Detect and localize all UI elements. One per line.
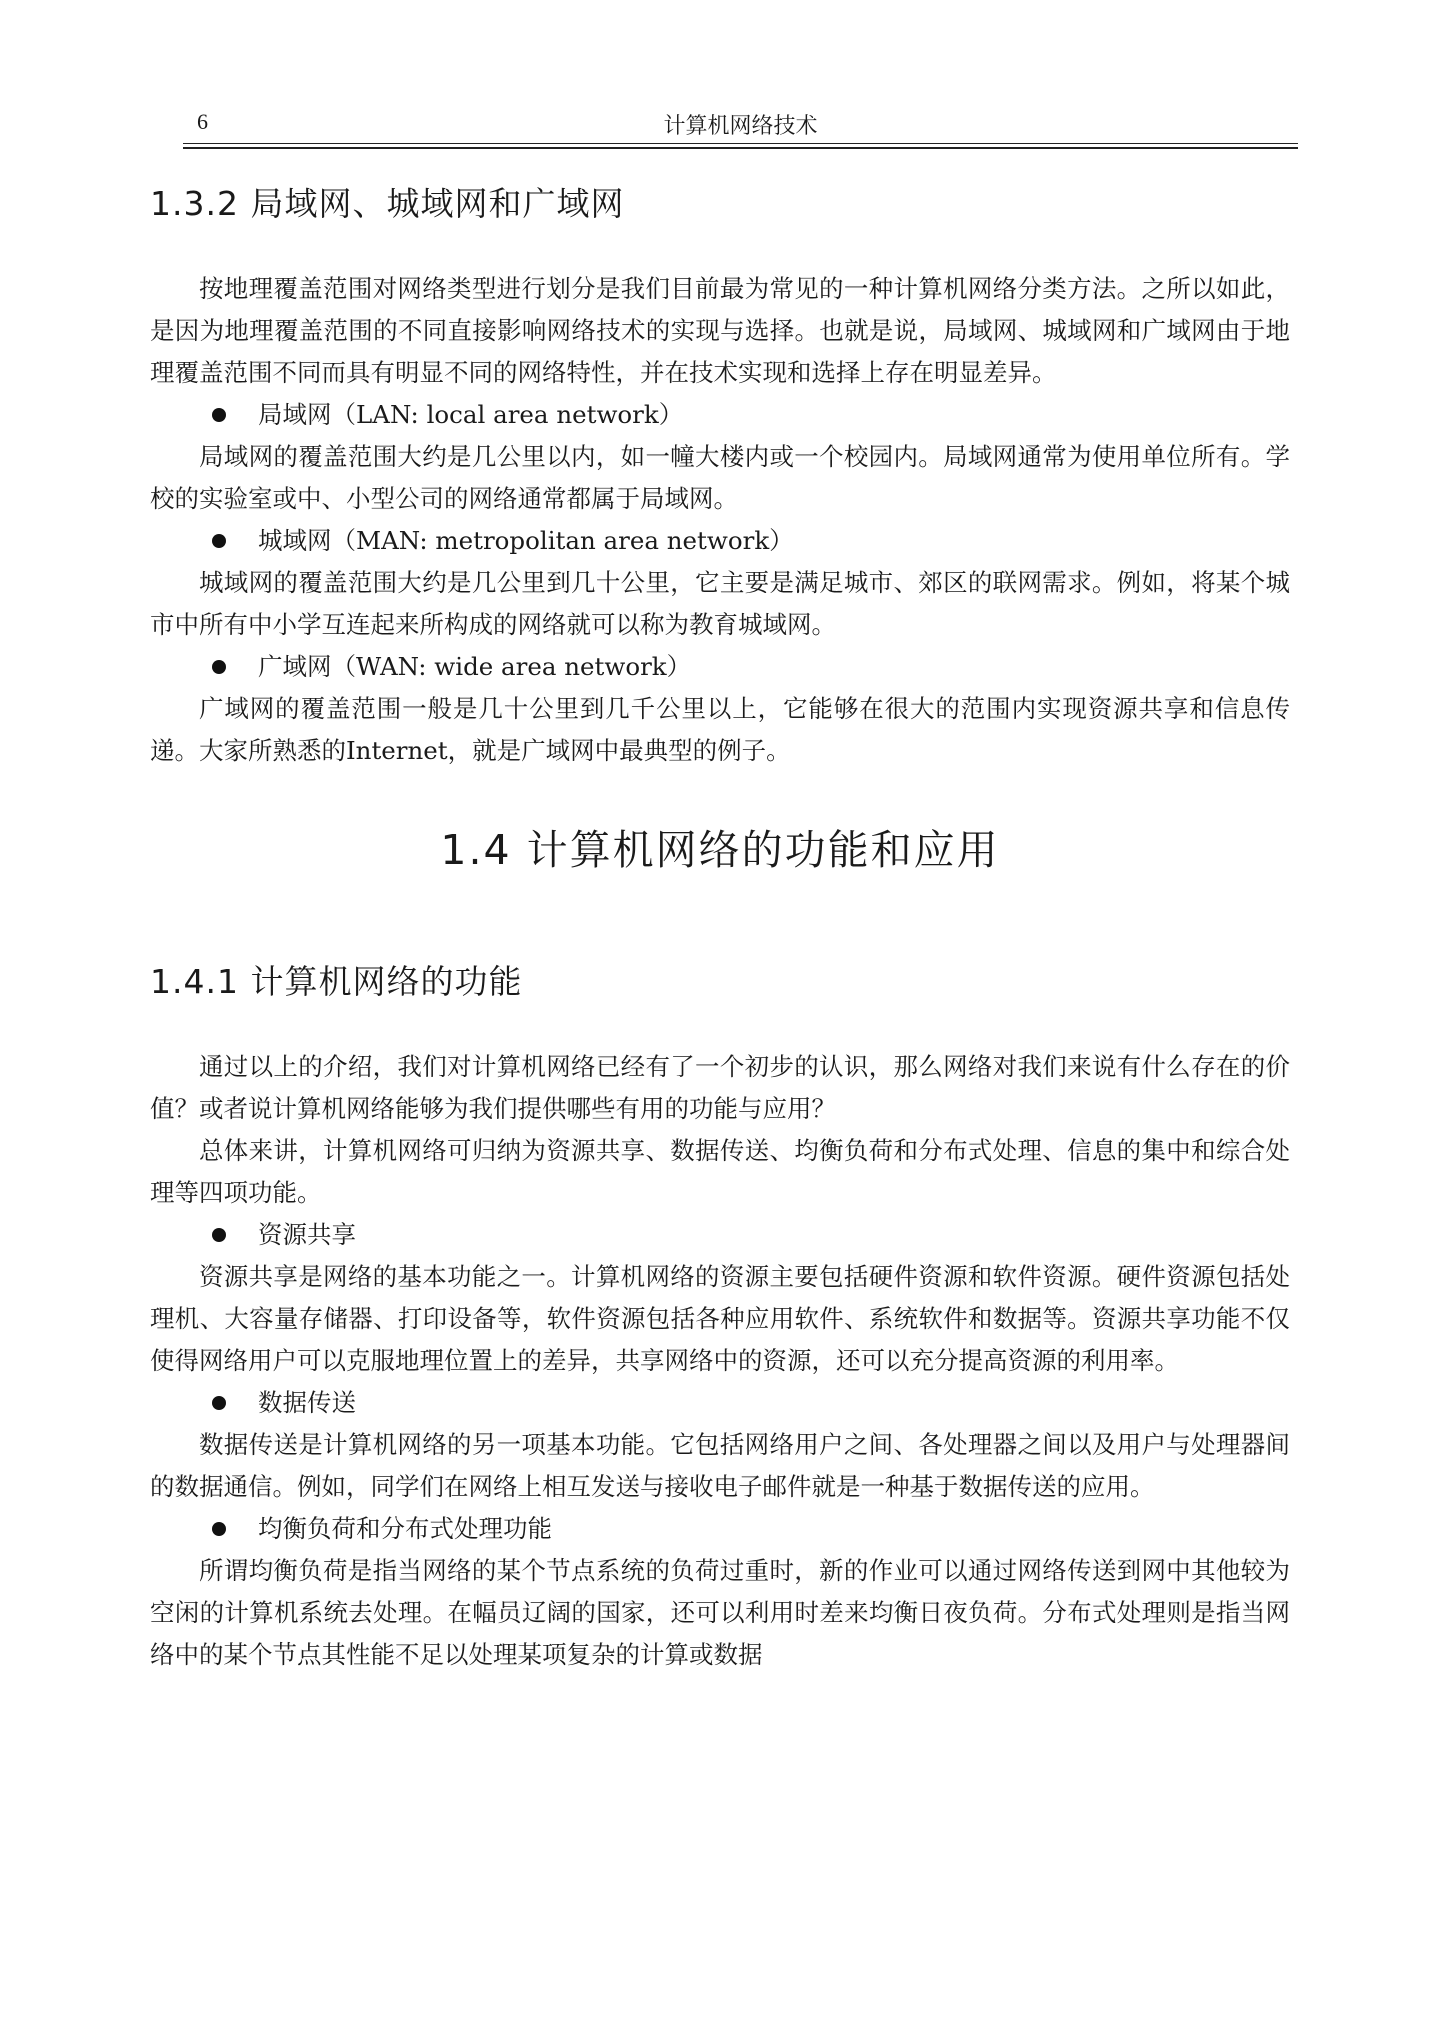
bullet-dot-icon: [212, 1228, 226, 1242]
running-title: 计算机网络技术: [663, 114, 818, 139]
bullet-label: 数据传送: [258, 1388, 356, 1417]
bullet-label: 局域网（LAN: local area network）: [258, 400, 684, 429]
header-rule: [183, 143, 1298, 144]
heading-1-4-1: 1.4.1 计算机网络的功能: [150, 962, 523, 1001]
paragraph-man: 城域网的覆盖范围大约是几公里到几十公里，它主要是满足城市、郊区的联网需求。例如，将某个城市中所有中小学互连起来所构成的网络就可以称为教育城域网。: [150, 568, 1290, 639]
paragraph-functions-intro: 通过以上的介绍，我们对计算机网络已经有了一个初步的认识，那么网络对我们来说有什么存在的价值？或者说计算机网络能够为我们提供哪些有用的功能与应用？: [150, 1052, 1290, 1123]
bullet-label: 广域网（WAN: wide area network）: [258, 652, 692, 681]
bullet-item-data-transfer: [150, 1382, 1290, 1424]
bullet-item-man: [150, 520, 1290, 562]
page-content: [150, 180, 1290, 1676]
bullet-dot-icon: [212, 408, 226, 422]
bullet-item-load-balancing: [150, 1508, 1290, 1550]
paragraph-load-balancing: 所谓均衡负荷是指当网络的某个节点系统的负荷过重时，新的作业可以通过网络传送到网中其他较为空闲的计算机系统去处理。在幅员辽阔的国家，还可以利用时差来均衡日夜负荷。分布式处理则是指当网络中的某个节点其性能不足以处理某项复杂的计算或数据: [150, 1556, 1290, 1669]
header-rule-thick: [183, 147, 1298, 149]
paragraph-resource-sharing: 资源共享是网络的基本功能之一。计算机网络的资源主要包括硬件资源和软件资源。硬件资源包括处理机、大容量存储器、打印设备等，软件资源包括各种应用软件、系统软件和数据等。资源共享功能不仅使得网络用户可以克服地理位置上的差异，共享网络中的资源，还可以充分提高资源的利用率。: [150, 1262, 1290, 1375]
paragraph-functions-summary: 总体来讲，计算机网络可归纳为资源共享、数据传送、均衡负荷和分布式处理、信息的集中和综合处理等四项功能。: [150, 1136, 1290, 1207]
bullet-dot-icon: [212, 1522, 226, 1536]
paragraph-data-transfer: 数据传送是计算机网络的另一项基本功能。它包括网络用户之间、各处理器之间以及用户与处理器间的数据通信。例如，同学们在网络上相互发送与接收电子邮件就是一种基于数据传送的应用。: [150, 1430, 1290, 1501]
bullet-label: 城域网（MAN: metropolitan area network）: [258, 526, 794, 555]
bullet-item-resource-sharing: [150, 1214, 1290, 1256]
paragraph-intro: 按地理覆盖范围对网络类型进行划分是我们目前最为常见的一种计算机网络分类方法。之所以如此，是因为地理覆盖范围的不同直接影响网络技术的实现与选择。也就是说，局域网、城域网和广域网由于地理覆盖范围不同而具有明显不同的网络特性，并在技术实现和选择上存在明显差异。: [150, 274, 1290, 387]
bullet-label: 均衡负荷和分布式处理功能: [258, 1514, 552, 1543]
heading-1-3-2: 1.3.2 局域网、城域网和广域网: [150, 184, 625, 223]
paragraph-lan: 局域网的覆盖范围大约是几公里以内，如一幢大楼内或一个校园内。局域网通常为使用单位所有。学校的实验室或中、小型公司的网络通常都属于局域网。: [150, 442, 1290, 513]
heading-1-4: 1.4 计算机网络的功能和应用: [440, 826, 1000, 874]
bullet-label: 资源共享: [258, 1220, 356, 1249]
bullet-dot-icon: [212, 1396, 226, 1410]
bullet-item-wan: [150, 646, 1290, 688]
bullet-dot-icon: [212, 534, 226, 548]
paragraph-wan: 广域网的覆盖范围一般是几十公里到几千公里以上，它能够在很大的范围内实现资源共享和信息传递。大家所熟悉的Internet，就是广域网中最典型的例子。: [150, 694, 1290, 765]
bullet-dot-icon: [212, 660, 226, 674]
page-header: [183, 105, 1298, 145]
page-number: 6: [197, 109, 208, 134]
bullet-item-lan: [150, 394, 1290, 436]
